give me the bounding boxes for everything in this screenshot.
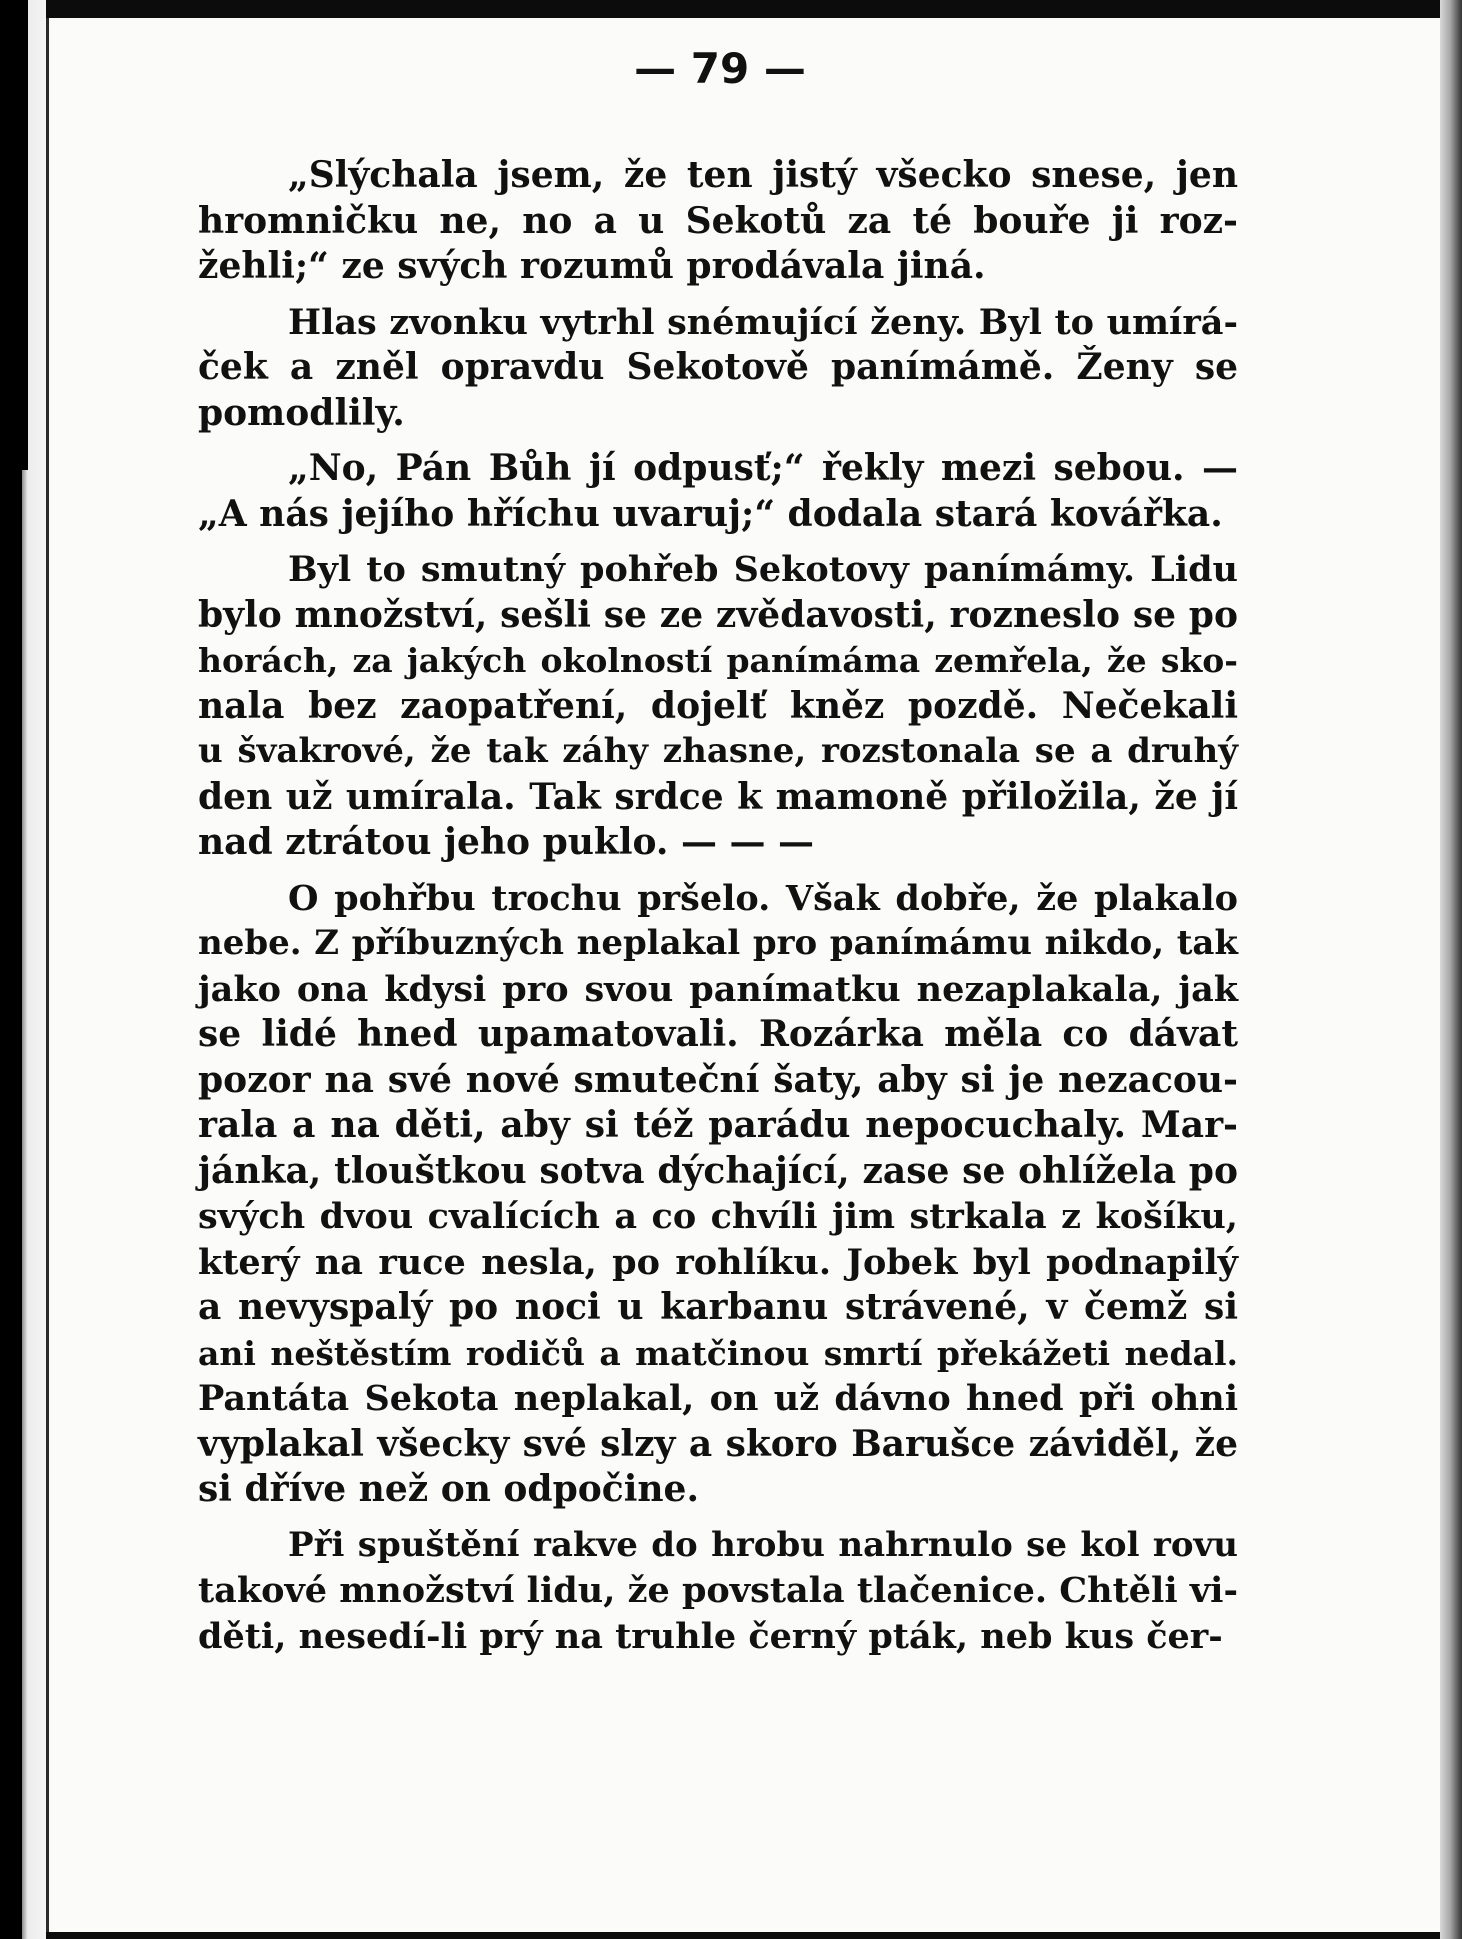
text-line: si dříve než on odpočine. [198,1468,699,1510]
page-edge-shadow [1440,0,1462,1939]
text-line: jako ona kdysi pro svou panímatku nezaplakala, jak [198,968,1238,1010]
text-line: O pohřbu trochu pršelo. Však dobře, že plakalo [288,877,1238,919]
text-line: svých dvou cvalících a co chvíli jim strkala z košíku, [198,1196,1238,1237]
text-line: Byl to smutný pohřeb Sekotovy panímámy. Lidu [288,549,1238,590]
page-number: — 79 — [634,44,806,93]
text-line: ani neštěstím rodičů a matčinou smrtí překážeti nedal. [198,1333,1238,1373]
paragraph [198,153,1238,290]
text-line: nala bez zaopatření, dojelť kněz pozdě. Nečekali [198,684,1238,727]
text-line: „A nás jejího hříchu uvaruj;“ dodala stará kovářka. [198,492,1223,535]
text-line: pozor na své nové smuteční šaty, aby si je nezacou- [198,1058,1238,1101]
paragraph [198,876,1238,1513]
text-line: pomodlily. [198,391,405,434]
text-line: „Slýchala jsem, že ten jistý všecko snese, jen [288,154,1238,196]
text-line: takové množství lidu, že povstala tlačenice. Chtěli vi- [198,1570,1238,1611]
text-line: žehli;“ ze svých rozumů prodávala jiná. [198,245,986,287]
text-line: nad ztrátou jeho puklo. — — — [198,821,815,863]
text-line: Hlas zvonku vytrhl snémující ženy. Byl to umírá- [288,301,1238,343]
text-line: rala a na děti, aby si též parádu nepocuchaly. Mar- [198,1104,1238,1146]
text-line: se lidé hned upamatovali. Rozárka měla co dávat [198,1013,1238,1055]
text-line: Pantáta Sekota neplakal, on už dávno hned při ohni [198,1378,1238,1419]
text-line: a nevyspalý po noci u karbanu strávené, v čemž si [198,1286,1238,1328]
text-line: bylo množství, sešli se ze zvědavosti, rozneslo se po [198,593,1238,636]
text-line: ček a zněl opravdu Sekotově panímámě. Ženy se [198,346,1238,388]
text-line: který na ruce nesla, po rohlíku. Jobek byl podnapilý [198,1241,1238,1283]
paragraph [198,547,1238,866]
text-line: hromničku ne, no a u Sekotů za té bouře ji roz- [198,199,1238,242]
paragraph [198,446,1238,537]
binding-edge [0,0,46,1939]
text-line: jánka, tlouštkou sotva dýchající, zase se ohlížela po [198,1149,1238,1192]
text-line: horách, za jakých okolností panímáma zemřela, že sko- [198,641,1238,680]
text-line: „No, Pán Bůh jí odpusť;“ řekly mezi sebou. — [288,447,1238,489]
paragraph [198,300,1238,437]
text-line: Při spuštění rakve do hrobu nahrnulo se kol rovu [288,1524,1238,1565]
text-line: u švakrové, že tak záhy zhasne, rozstonala se a druhý [198,731,1238,771]
text-line: den už umírala. Tak srdce k mamoně přiložila, že jí [198,775,1238,818]
text-line: nebe. Z příbuzných neplakal pro panímámu nikdo, tak [198,923,1238,963]
body-text [198,153,1238,1659]
text-line: vyplakal všecky své slzy a skoro Barušce záviděl, že [198,1422,1238,1465]
paragraph [198,1523,1238,1660]
text-line: děti, nesedí-li prý na truhle černý pták, neb kus čer- [198,1615,1223,1657]
